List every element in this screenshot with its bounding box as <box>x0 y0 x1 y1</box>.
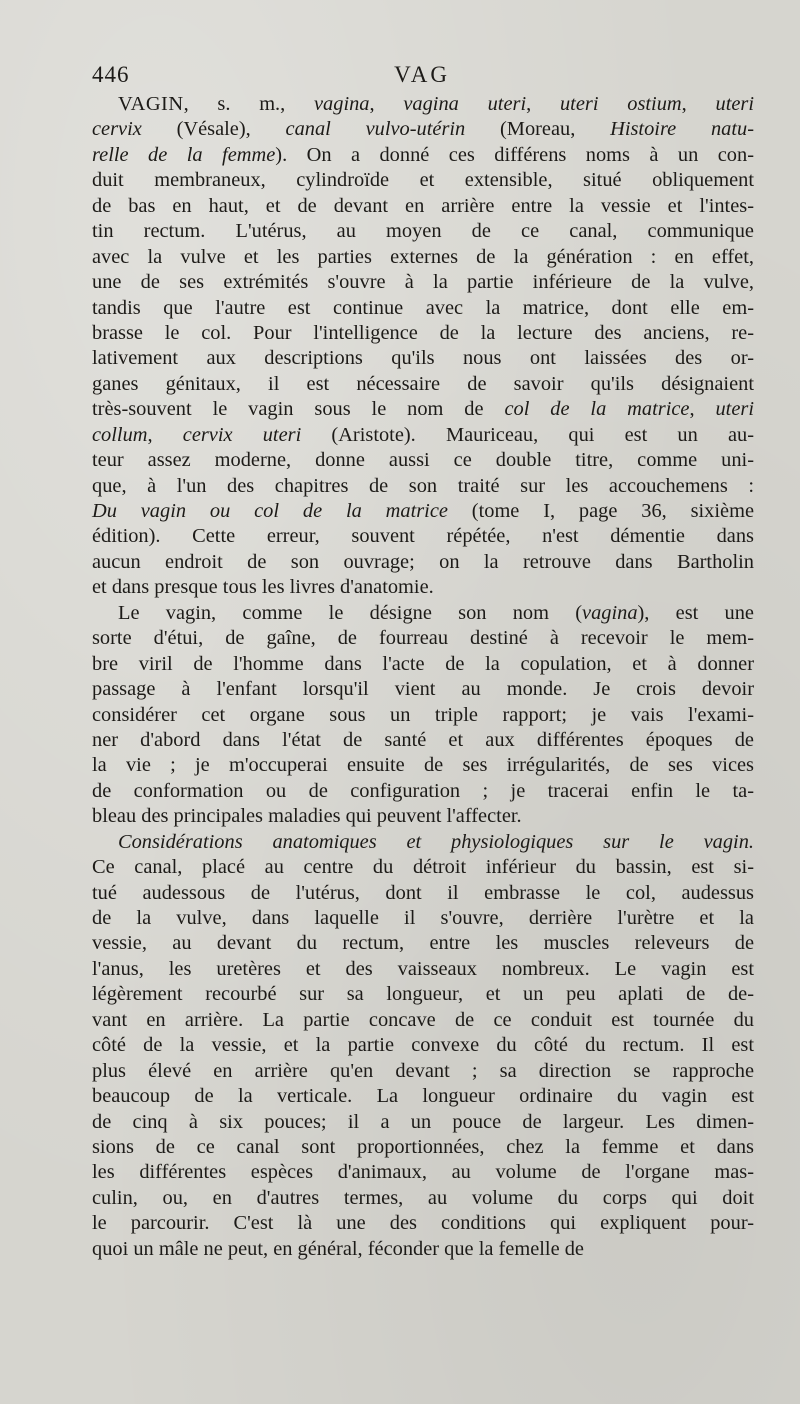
italic-text: uteri <box>715 398 754 421</box>
text-line <box>92 321 754 346</box>
text-run: la vie ; je m'occuperai ensuite de ses irrégularités, de ses vices <box>92 754 754 777</box>
text-run: , <box>369 93 404 115</box>
text-line <box>92 1033 754 1058</box>
text-run: ganes génitaux, il est nécessaire de savoir qu'ils désignaient <box>92 372 754 395</box>
text-line <box>92 677 754 702</box>
text-run: sions de ce canal sont proportionnées, chez la femme et dans <box>92 1135 754 1158</box>
running-title: VAG <box>394 62 450 87</box>
text-run: l'anus, les uretères et des vaisseaux nombreux. Le vagin est <box>92 957 754 980</box>
text-line <box>92 117 754 142</box>
text-run: , <box>147 423 183 446</box>
text-line <box>92 1135 754 1160</box>
text-line <box>92 423 754 448</box>
text-line <box>92 1160 754 1185</box>
paragraph <box>92 830 754 1262</box>
text-run: , <box>681 93 716 115</box>
text-run: vessie, au devant du rectum, entre les muscles releveurs de <box>92 932 754 955</box>
text-line <box>92 397 754 422</box>
text-line <box>92 728 754 753</box>
text-line <box>92 448 754 473</box>
italic-text: canal vulvo-utérin <box>285 118 466 141</box>
text-run: lativement aux descriptions qu'ils nous ont laissées des or- <box>92 347 754 370</box>
text-run: quoi un mâle ne peut, en général, féconder que la femelle de <box>92 1237 584 1260</box>
text-run: bleau des principales maladies qui peuvent l'affecter. <box>92 805 522 828</box>
paragraph <box>92 92 754 601</box>
text-line <box>92 957 754 982</box>
text-line <box>92 168 754 193</box>
text-line <box>92 1110 754 1135</box>
text-run: bre viril de l'homme dans l'acte de la copulation, et à donner <box>92 652 754 675</box>
text-run: passage à l'enfant lorsqu'il vient au monde. Je crois devoir <box>92 678 754 701</box>
text-line <box>92 830 754 855</box>
text-run: culin, ou, en d'autres termes, au volume du corps qui doit <box>92 1186 754 1209</box>
text-run: une de ses extrémités s'ouvre à la partie inférieure de la vulve, <box>92 271 754 294</box>
text-line <box>92 652 754 677</box>
text-line <box>92 931 754 956</box>
text-line <box>92 474 754 499</box>
text-run: (Moreau, <box>465 118 611 141</box>
italic-text: Considérations anatomiques et physiologiques sur le vagin. <box>118 830 754 853</box>
text-line <box>92 346 754 371</box>
text-line <box>92 524 754 549</box>
text-line <box>92 575 754 600</box>
text-line <box>92 296 754 321</box>
text-run: ), est une <box>637 601 754 624</box>
text-run: le parcourir. C'est là une des conditions qui expliquent pour- <box>92 1212 754 1235</box>
text-run: (Vésale), <box>141 118 286 141</box>
italic-text: vagina <box>582 601 638 624</box>
text-run: (Aristote). Mauriceau, qui est un au- <box>301 423 754 446</box>
text-run: ). On a donné ces différens noms à un con- <box>275 143 754 166</box>
text-run: plus élevé en arrière qu'en devant ; sa direction se rapproche <box>92 1059 754 1082</box>
text-line <box>92 1084 754 1109</box>
text-line <box>92 372 754 397</box>
text-line <box>92 753 754 778</box>
running-head <box>92 62 752 94</box>
text-run: beaucoup de la verticale. La longueur ordinaire du vagin est <box>92 1085 754 1108</box>
italic-text: cervix uteri <box>182 423 302 446</box>
text-run: , <box>526 93 560 115</box>
headword: VAGIN <box>118 93 184 115</box>
text-line <box>92 245 754 270</box>
text-run: tin rectum. L'utérus, au moyen de ce canal, communique <box>92 220 754 243</box>
text-line <box>92 703 754 728</box>
text-line <box>92 626 754 651</box>
italic-text: Histoire natu- <box>610 118 754 141</box>
text-run: et dans presque tous les livres d'anatomie. <box>92 576 434 599</box>
text-run: que, à l'un des chapitres de son traité sur les accouchemens : <box>92 474 754 497</box>
text-run: de bas en haut, et de devant en arrière entre la vessie et l'intes- <box>92 194 754 217</box>
text-line <box>92 1008 754 1033</box>
italic-text: vagina <box>314 93 370 115</box>
text-line <box>92 982 754 1007</box>
page-number: 446 <box>92 62 130 87</box>
text-line <box>92 779 754 804</box>
text-line <box>92 499 754 524</box>
text-run: Ce canal, placé au centre du détroit inférieur du bassin, est si- <box>92 856 754 879</box>
text-run: avec la vulve et les parties externes de la génération : en effet, <box>92 245 754 268</box>
text-line <box>92 92 754 117</box>
italic-text: relle de la femme <box>92 143 276 166</box>
text-line <box>92 143 754 168</box>
text-run: de cinq à six pouces; il a un pouce de largeur. Les dimen- <box>92 1110 754 1133</box>
text-run: brasse le col. Pour l'intelligence de la lecture des anciens, re- <box>92 321 754 344</box>
text-run: , s. m., <box>183 93 314 115</box>
text-run: édition). Cette erreur, souvent répétée, n'est démentie dans <box>92 525 754 548</box>
text-line <box>92 1186 754 1211</box>
italic-text: collum <box>92 423 148 446</box>
text-run: Le vagin, comme le désigne son nom ( <box>118 601 583 624</box>
text-run: légèrement recourbé sur sa longueur, et un peu aplati de de- <box>92 983 754 1006</box>
text-run: côté de la vessie, et la partie convexe du côté du rectum. Il est <box>92 1034 754 1057</box>
italic-text: col de la matrice <box>504 398 690 421</box>
italic-text: vagina uteri <box>403 93 527 115</box>
text-line <box>92 1059 754 1084</box>
text-line <box>92 1237 754 1262</box>
text-line <box>92 601 754 626</box>
text-line <box>92 804 754 829</box>
text-line <box>92 906 754 931</box>
text-run: considérer cet organe sous un triple rapport; je vais l'exami- <box>92 703 754 726</box>
text-run: ner d'abord dans l'état de santé et aux différentes époques de <box>92 728 754 751</box>
text-line <box>92 550 754 575</box>
text-line <box>92 194 754 219</box>
text-run: vant en arrière. La partie concave de ce conduit est tournée du <box>92 1008 754 1031</box>
italic-text: cervix <box>92 118 142 141</box>
text-run: de la vulve, dans laquelle il s'ouvre, derrière l'urètre et la <box>92 907 754 929</box>
text-run: duit membraneux, cylindroïde et extensible, situé obliquement <box>92 169 754 192</box>
text-line <box>92 881 754 906</box>
text-line <box>92 855 754 880</box>
text-line <box>92 219 754 244</box>
text-line <box>92 1211 754 1236</box>
body-text <box>92 92 754 1262</box>
italic-text: uteri <box>715 93 755 115</box>
text-run: les différentes espèces d'animaux, au volume de l'organe mas- <box>92 1161 754 1184</box>
text-run: tandis que l'autre est continue avec la matrice, dont elle em- <box>92 296 754 319</box>
italic-text: Du vagin ou col de la matrice <box>92 500 448 522</box>
text-line <box>92 270 754 295</box>
text-run: de conformation ou de configuration ; je tracerai enfin le ta- <box>92 779 754 802</box>
italic-text: uteri ostium <box>559 93 682 115</box>
text-run: sorte d'étui, de gaîne, de fourreau destiné à recevoir le mem- <box>92 627 754 650</box>
text-run: aucun endroit de son ouvrage; on la retrouve dans Bartholin <box>92 550 754 573</box>
paragraph <box>92 601 754 830</box>
text-run: teur assez moderne, donne aussi ce double titre, comme uni- <box>92 449 754 472</box>
text-run: (tome I, page 36, sixième <box>447 500 754 522</box>
text-run: très-souvent le vagin sous le nom de <box>92 398 505 421</box>
text-run: tué audessous de l'utérus, dont il embrasse le col, audessus <box>92 881 754 904</box>
text-run: , <box>689 398 716 421</box>
